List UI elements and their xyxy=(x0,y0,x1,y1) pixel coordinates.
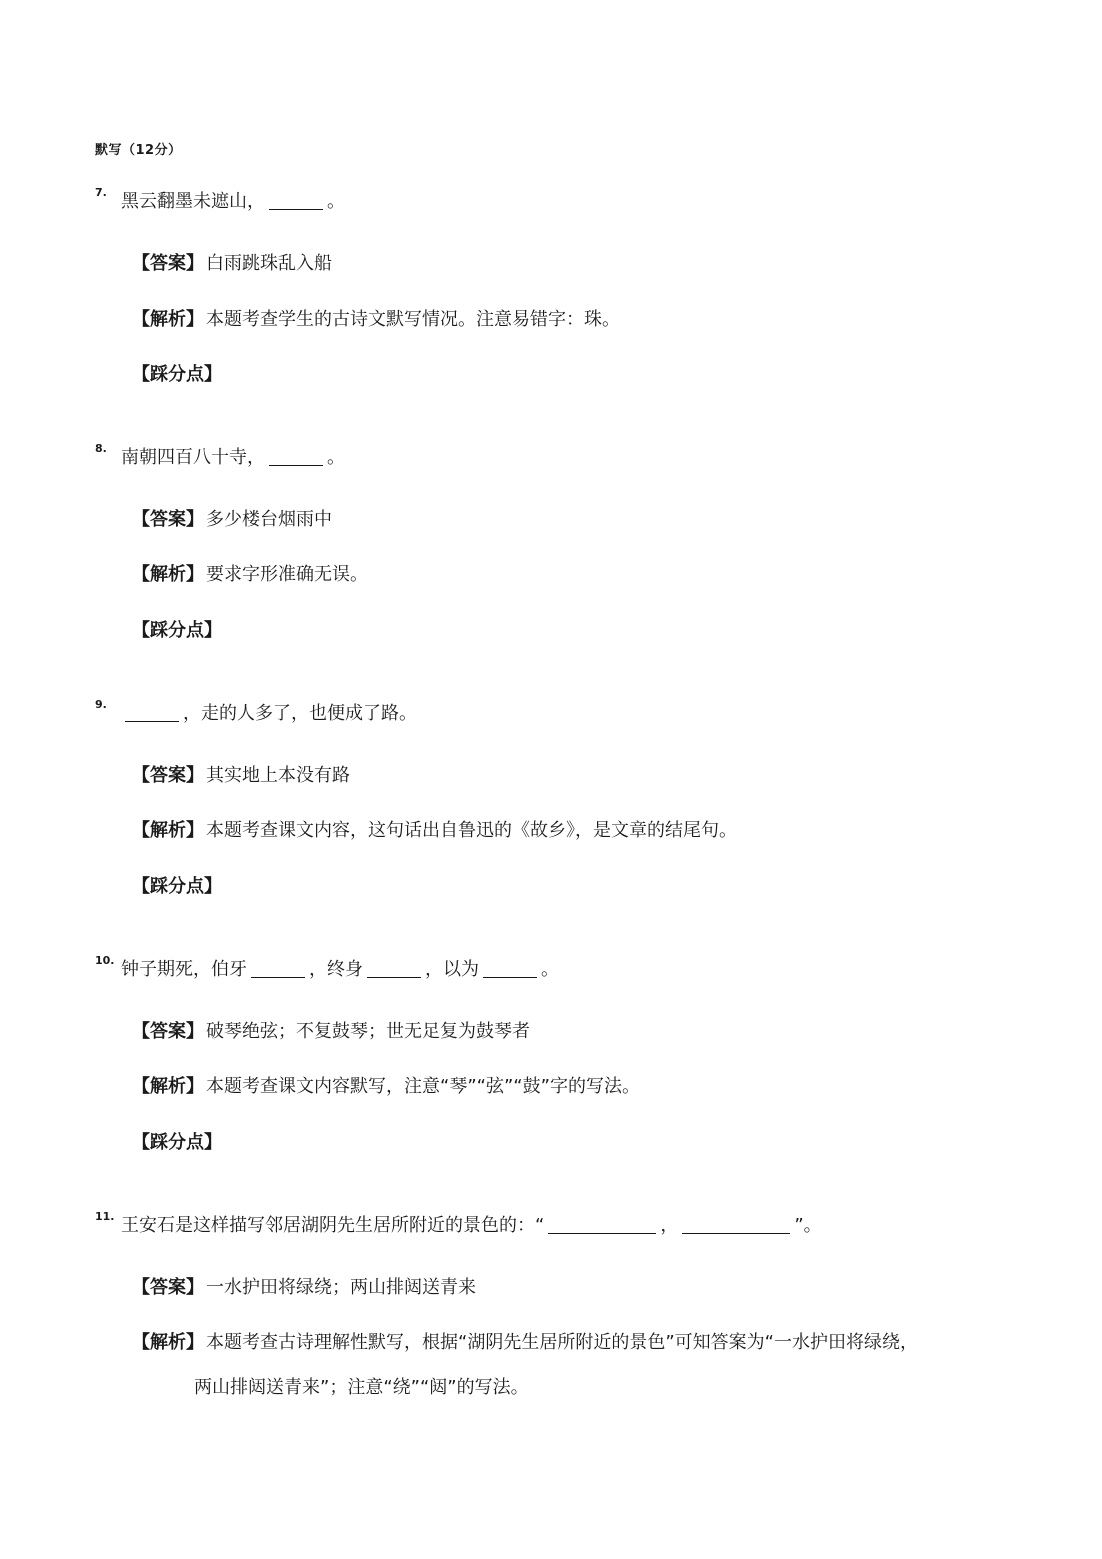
answer-row xyxy=(132,1020,530,1044)
question-number: 10. xyxy=(95,954,115,967)
answer-text: 破琴绝弦；不复鼓琴；世无足复为鼓琴者 xyxy=(206,1021,530,1042)
answer-row xyxy=(132,1276,476,1300)
analysis-row xyxy=(132,308,620,332)
answer-text: 多少楼台烟雨中 xyxy=(206,509,332,530)
question-text xyxy=(121,702,417,726)
points-label: 【踩分点】 xyxy=(132,364,222,385)
question-suffix: 。 xyxy=(327,447,345,468)
question-part: ”。 xyxy=(794,1215,822,1236)
question-prefix: 南朝四百八十寺， xyxy=(121,447,265,468)
points-row xyxy=(132,619,222,643)
question-number: 8. xyxy=(95,442,107,455)
question-number: 7. xyxy=(95,186,107,199)
answer-row xyxy=(132,508,332,532)
answer-blank xyxy=(269,447,323,466)
question-part: 王安石是这样描写邻居湖阴先生居所附近的景色的：“ xyxy=(121,1215,545,1236)
question-part: ， xyxy=(660,1215,679,1236)
question-part: 钟子期死，伯牙 xyxy=(121,959,247,980)
answer-row xyxy=(132,252,332,276)
analysis-label: 【解析】 xyxy=(132,309,204,330)
analysis-text: 要求字形准确无误。 xyxy=(206,564,368,585)
analysis-row xyxy=(132,1075,640,1099)
question-part: ，以为 xyxy=(425,959,479,980)
analysis-label: 【解析】 xyxy=(132,1332,204,1353)
points-row xyxy=(132,363,222,387)
question-number: 9. xyxy=(95,698,107,711)
question-number: 11. xyxy=(95,1210,115,1223)
analysis-continuation: 两山排闼送青来”；注意“绕”“闼”的写法。 xyxy=(194,1377,529,1398)
question-suffix: 。 xyxy=(327,191,345,212)
analysis-row xyxy=(132,563,368,587)
question-text xyxy=(121,446,345,470)
analysis-row xyxy=(132,1331,918,1355)
answer-blank xyxy=(269,191,323,210)
points-row xyxy=(132,875,222,899)
answer-text: 一水护田将绿绕；两山排闼送青来 xyxy=(206,1277,476,1298)
analysis-label: 【解析】 xyxy=(132,820,204,841)
analysis-text: 本题考查古诗理解性默写，根据“湖阴先生居所附近的景色”可知答案为“一水护田将绿绕， xyxy=(206,1332,918,1353)
points-label: 【踩分点】 xyxy=(132,1132,222,1153)
answer-blank xyxy=(483,959,537,978)
analysis-text: 本题考查课文内容，这句话出自鲁迅的《故乡》，是文章的结尾句。 xyxy=(206,820,737,841)
answer-text: 白雨跳珠乱入船 xyxy=(206,253,332,274)
answer-label: 【答案】 xyxy=(132,509,204,530)
question-suffix: ，走的人多了，也便成了路。 xyxy=(183,703,417,724)
analysis-row xyxy=(132,819,737,843)
question-text xyxy=(121,190,345,214)
question-part: 。 xyxy=(541,959,559,980)
answer-text: 其实地上本没有路 xyxy=(206,765,350,786)
answer-label: 【答案】 xyxy=(132,253,204,274)
question-text xyxy=(121,958,559,982)
answer-blank xyxy=(367,959,421,978)
answer-blank xyxy=(125,703,179,722)
analysis-text: 本题考查课文内容默写，注意“琴”“弦”“鼓”字的写法。 xyxy=(206,1076,640,1097)
answer-label: 【答案】 xyxy=(132,765,204,786)
answer-label: 【答案】 xyxy=(132,1277,204,1298)
analysis-text: 本题考查学生的古诗文默写情况。注意易错字：珠。 xyxy=(206,309,620,330)
question-text xyxy=(121,1214,822,1238)
answer-blank xyxy=(548,1215,656,1234)
points-row xyxy=(132,1131,222,1155)
answer-label: 【答案】 xyxy=(132,1021,204,1042)
section-title: 默写（12分） xyxy=(95,143,182,158)
points-label: 【踩分点】 xyxy=(132,620,222,641)
analysis-label: 【解析】 xyxy=(132,564,204,585)
question-prefix: 黑云翻墨未遮山， xyxy=(121,191,265,212)
question-part: ，终身 xyxy=(309,959,363,980)
analysis-label: 【解析】 xyxy=(132,1076,204,1097)
answer-blank xyxy=(251,959,305,978)
answer-blank xyxy=(682,1215,790,1234)
points-label: 【踩分点】 xyxy=(132,876,222,897)
answer-row xyxy=(132,764,350,788)
